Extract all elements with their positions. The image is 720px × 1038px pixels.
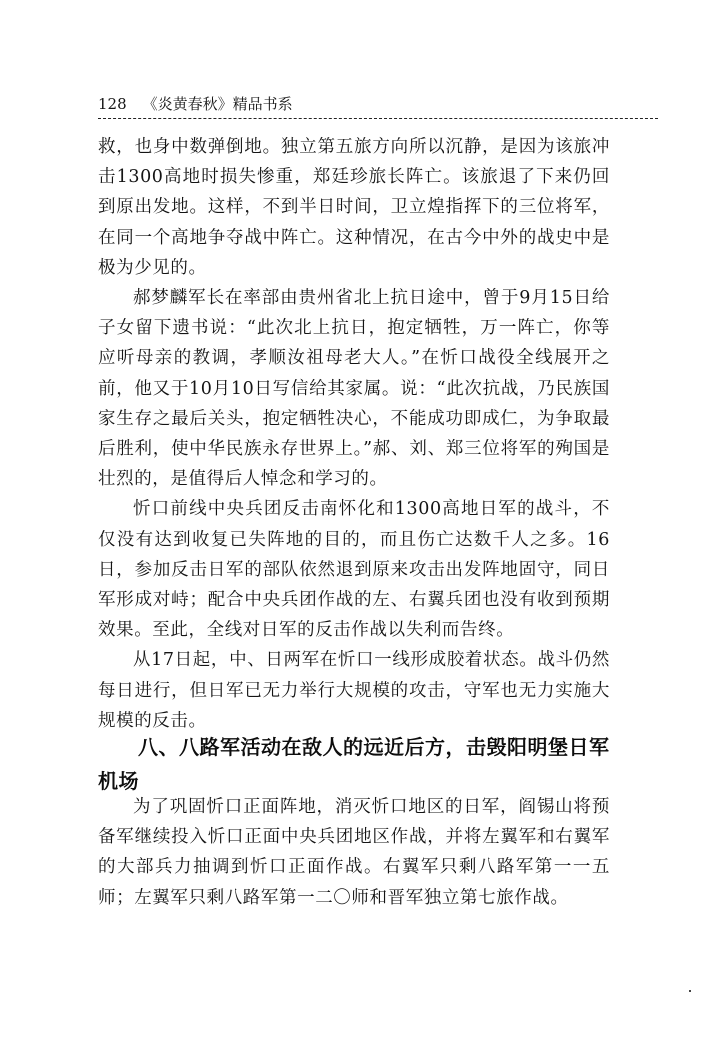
- book-series-title: 《炎黄春秋》精品书系: [142, 95, 293, 113]
- paragraph: 为了巩固忻口正面阵地，消灭忻口地区的日军，阎锡山将预备军继续投入忻口正面中央兵团地区作战，并将左翼军和右翼军的大部兵力抽调到忻口正面作战。右翼军只剩八路军第一一五师；左翼军只剩八路军第一二〇师和晋军独立第七旅作战。: [98, 797, 610, 908]
- paragraph: 从17日起，中、日两军在忻口一线形成胶着状态。战斗仍然每日进行，但日军已无力举行大规模的攻击，守军也无力实施大规模的反击。: [98, 650, 610, 731]
- section-body-text: [98, 792, 610, 913]
- paragraph: 忻口前线中央兵团反击南怀化和1300高地日军的战斗，不仅没有达到收复已失阵地的目的，而且伤亡达数千人之多。16日，参加反击日军的部队依然退到原来攻击出发阵地固守，同日军形成对峙；配合中央兵团作战的左、右翼兵团也没有收到预期效果。至此，全线对日军的反击作战以失利而告终。: [98, 499, 610, 641]
- body-text: [98, 132, 610, 736]
- running-header: [98, 94, 658, 114]
- paragraph: 救，也身中数弹倒地。独立第五旅方向所以沉静，是因为该旅冲击1300高地时损失惨重，郑廷珍旅长阵亡。该旅退了下来仍回到原出发地。这样，不到半日时间，卫立煌指挥下的三位将军，在同一个高地争夺战中阵亡。这种情况，在古今中外的战史中是极为少见的。: [98, 137, 610, 278]
- paragraph: 郝梦麟军长在率部由贵州省北上抗日途中，曾于9月15日给子女留下遗书说：“此次北上抗日，抱定牺牲，万一阵亡，你等应听母亲的教调，孝顺汝祖母老大人。”在忻口战役全线展开之前，他又于10月10日写信给其家属。说：“此次抗战，乃民族国家生存之最后关头，抱定牺牲决心，不能成功即成仁，为争取最后胜利，使中华民族永存世界上。”郝、刘、郑三位将军的殉国是壮烈的，是值得后人悼念和学习的。: [98, 288, 610, 490]
- section-heading: 八、八路军活动在敌人的远近后方，击毁阳明堡日军机场: [98, 735, 610, 793]
- scan-speck: [689, 990, 691, 992]
- header-rule: [98, 118, 658, 119]
- page-number: 128: [98, 95, 127, 113]
